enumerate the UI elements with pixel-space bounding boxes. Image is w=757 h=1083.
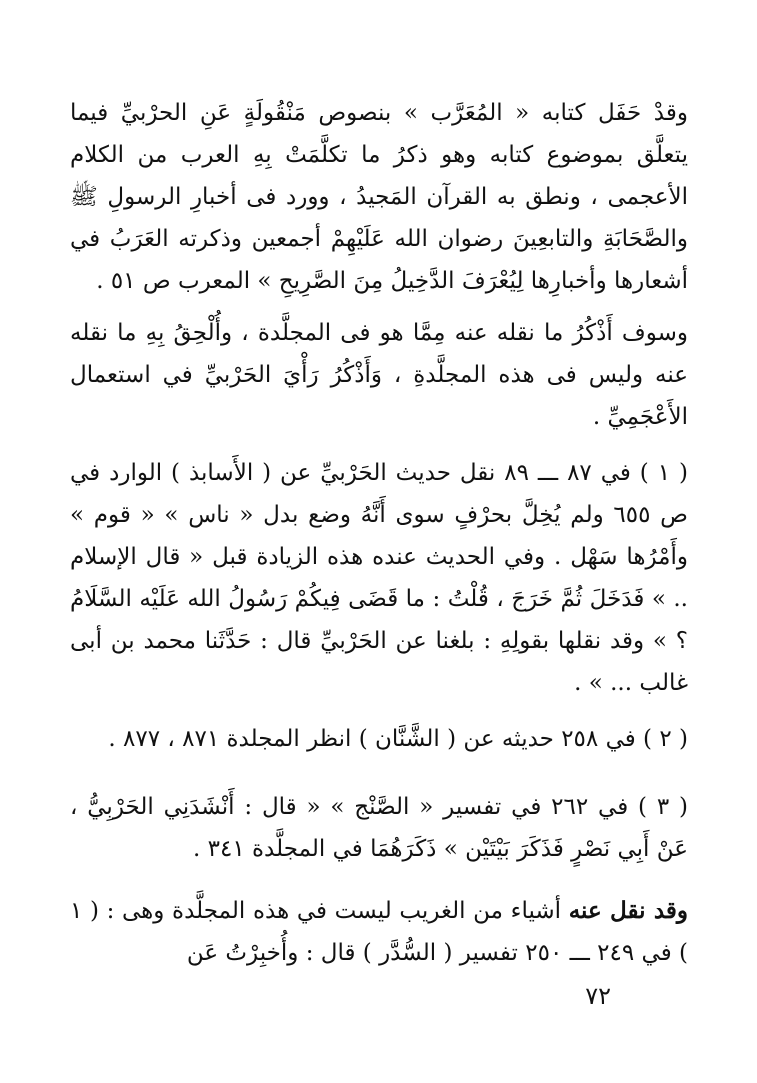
paragraph-gharib-text: أشياء من الغريب ليست في هذه المجلَّدة وهى : ( ١ ) في ٢٤٩ ـــ ٢٥٠ تفسير ( السُّدَّر ) قال : وأُخبِرْتُ عَن bbox=[70, 898, 688, 966]
paragraph-item-2: ( ٢ ) في ٢٥٨ حديثه عن ( الشَّنَّان ) انظر المجلدة ٨٧١ ، ٨٧٧ . bbox=[108, 726, 688, 752]
paragraph-lead-bold: وقد نقل عنه bbox=[568, 897, 688, 924]
paragraph-item-3: ( ٣ ) في ٢٦٢ في تفسير « الصَّنْج » « قال : أَنْشَدَنِي الحَرْبِيُّ ، عَنْ أَبِي نَصْرٍ فَذَكَرَ بَيْتَيْن » ذَكَرَهُمَا في المجلَّدة ٣٤١ . bbox=[70, 794, 688, 862]
paragraph-gharib bbox=[70, 890, 688, 974]
document-body bbox=[70, 92, 688, 974]
paragraph-plan: وسوف أَذْكُرُ ما نقله عنه مِمَّا هو فى المجلَّدة ، وأُلْحِقُ بِهِ ما نقله عنه وليس فى هذه المجلَّدةِ ، وَأَذْكُرُ رَأْيَ الحَرْبيِّ في استعمال الأَعْجَمِيِّ . bbox=[70, 320, 688, 430]
paragraph-intro: وقدْ حَفَل كتابه « المُعَرَّب » بنصوص مَنْقُولَةٍ عَنِ الحرْبيِّ فيما يتعلَّق بموضوع كتابه وهو ذكرُ ما تكلَّمَتْ بِهِ العرب من الكلام الأعجمى ، ونطق به القرآن المَجيدُ ، وورد فى أخبارِ الرسولِ ﷺ والصَّحَابَةِ والتابعِينَ رضوان الله عَلَيْهِمْ أجمعين وذكرته العَرَبُ في أشعارها وأخبارِها لِيُعْرَفَ الدَّخِيلُ مِنَ الصَّرِيحِ » المعرب ص ٥١ . bbox=[70, 100, 688, 294]
page-number: ٧٢ bbox=[585, 982, 611, 1010]
paragraph-item-1: ( ١ ) في ٨٧ ـــ ٨٩ نقل حديث الحَرْبيِّ عن ( الأَسابذ ) الوارد في ص ٦٥٥ ولم يُخِلَّ بحرْفٍ سوى أَنَّهُ وضع بدل « ناس » « قوم » وأَمْرُها سَهْل . وفي الحديث عنده هذه الزيادة قبل « قال الإسلام .. » فَدَخَلَ ثُمَّ خَرَجَ ، قُلْتُ : ما قَضَى فِيكُمْ رَسُولُ الله عَلَيْه السَّلَامُ ؟ » وقد نقلها بقولِهِ : بلغنا عن الحَرْبيِّ قال : حَدَّثَنا محمد بن أبى غالب ... » . bbox=[70, 460, 688, 696]
